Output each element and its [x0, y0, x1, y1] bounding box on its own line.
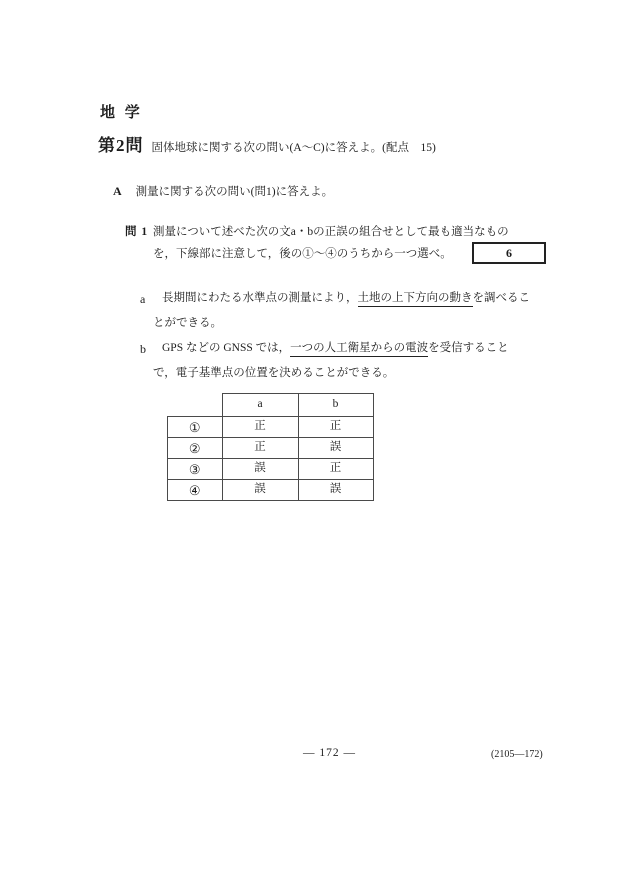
statement-a-line1 [162, 293, 530, 305]
section-heading [98, 137, 436, 155]
part-a-heading [113, 185, 333, 199]
subject-title: 地 学 [100, 105, 143, 121]
question-number: 問 1 [125, 226, 149, 238]
table-row [168, 438, 374, 459]
question-text-line2: を，下線部に注意して，後の①～④のうちから一つ選べ。 [153, 248, 452, 260]
statement-b-text: GPS などの GNSS では， [162, 342, 291, 354]
part-a-instruction: 測量に関する次の問い(問1)に答えよ。 [135, 186, 334, 198]
answer-options-table-container [167, 393, 374, 501]
section-instruction: 固体地球に関する次の問い(A～C)に答えよ。(配点 15) [151, 142, 436, 154]
option-a-value: 誤 [222, 459, 298, 480]
column-header-b: b [298, 394, 373, 417]
page-number: — 172 — [303, 747, 356, 759]
option-b-value: 正 [298, 417, 373, 438]
table-row [168, 480, 374, 501]
statement-b-line2: で，電子基準点の位置を決めることができる。 [153, 367, 395, 379]
table-corner-cell [168, 394, 223, 417]
table-header-row [168, 394, 374, 417]
table-row [168, 459, 374, 480]
option-a-value: 正 [222, 417, 298, 438]
part-a-label: A [113, 184, 122, 198]
option-number-cell: ④ [168, 480, 223, 501]
statement-b-underlined-text: 一つの人工衛星からの電波 [290, 342, 428, 357]
option-number-cell: ③ [168, 459, 223, 480]
answer-number-box: 6 [472, 242, 546, 264]
statement-b-text-after: を受信すること [428, 342, 509, 354]
option-b-value: 誤 [298, 480, 373, 501]
statement-a-text-after: を調べるこ [472, 292, 530, 304]
option-a-value: 正 [222, 438, 298, 459]
table-row [168, 417, 374, 438]
section-number: 第2問 [98, 136, 144, 155]
question-text-line1: 測量について述べた次の文a・bの正誤の組合せとして最も適当なもの [153, 226, 509, 238]
option-b-value: 誤 [298, 438, 373, 459]
statement-a-underlined-text: 土地の上下方向の動き [358, 292, 473, 307]
option-number-cell: ① [168, 417, 223, 438]
statement-b-label: b [140, 342, 146, 356]
option-b-value: 正 [298, 459, 373, 480]
statement-a-line2: とができる。 [153, 317, 222, 329]
option-a-value: 誤 [222, 480, 298, 501]
statement-a-text: 長期間にわたる水準点の測量により， [162, 292, 358, 304]
statement-b-line1 [162, 343, 509, 355]
answer-options-table [167, 393, 374, 501]
column-header-a: a [222, 394, 298, 417]
option-number-cell: ② [168, 438, 223, 459]
form-code: (2105—172) [491, 749, 543, 760]
statement-a-label: a [140, 292, 146, 306]
